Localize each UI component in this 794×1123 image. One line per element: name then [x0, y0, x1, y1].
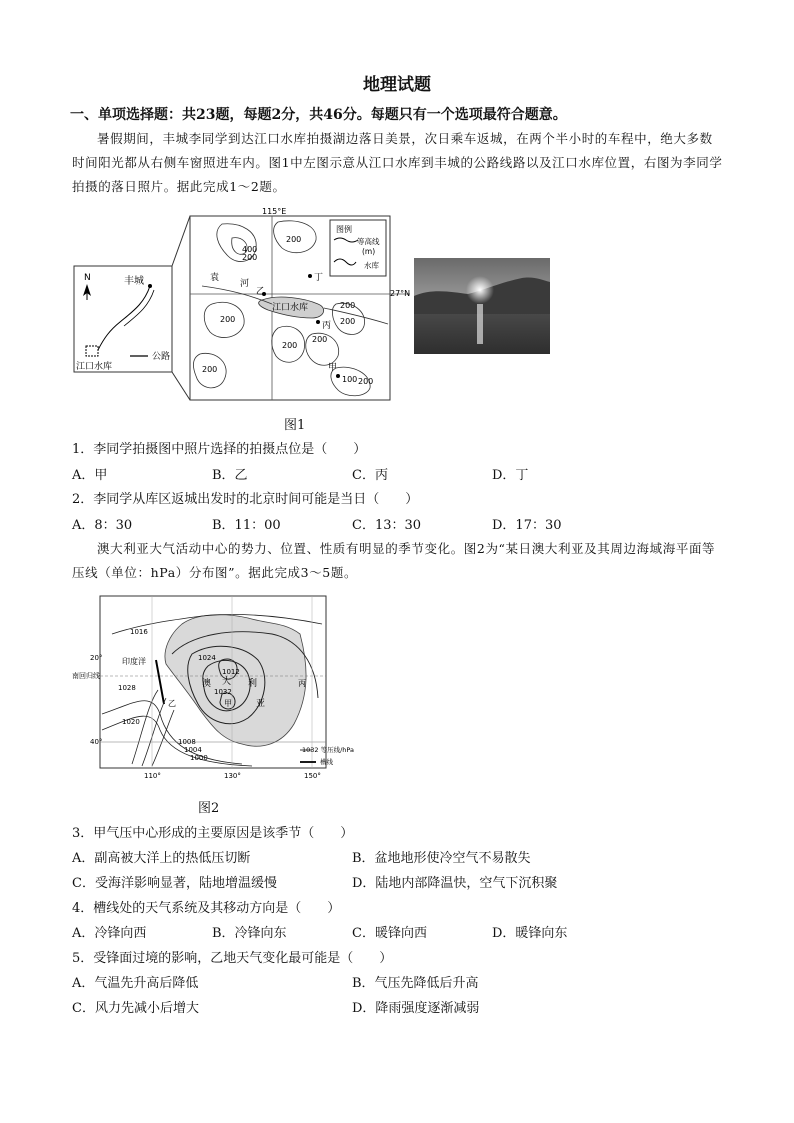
q1-option-b: B．乙: [212, 468, 248, 483]
latitude-label: 27°N: [390, 289, 411, 298]
contour-label: 100: [342, 375, 358, 384]
q2-option-c: C．13：30: [352, 518, 422, 533]
q4-option-d: D．暖锋向东: [492, 926, 568, 941]
figure-1-caption: 图1: [284, 418, 306, 433]
contour-label: 200: [202, 365, 218, 374]
q4-option-a: A．冷锋向西: [72, 926, 147, 941]
longitude-label: 115°E: [262, 207, 287, 216]
contour-label: 400: [242, 245, 258, 254]
longitude-label: 150°: [304, 772, 321, 780]
contour-label: 200: [340, 317, 356, 326]
contour-label: 200: [220, 315, 236, 324]
isobar-label: 1000: [190, 754, 208, 762]
point-jia: 甲: [224, 699, 232, 708]
tropic-label: 南回归线: [72, 672, 100, 680]
contour-label: 200: [340, 301, 356, 310]
river-label-2: 河: [240, 279, 250, 289]
question-1-stem: 1．李同学拍摄图中照片选择的拍摄点位是（ ）: [72, 442, 367, 457]
figure-2-caption: 图2: [198, 801, 220, 816]
legend-unit: (m): [362, 247, 376, 256]
continent-label: 利: [248, 679, 258, 689]
q5-option-b: B．气压先降低后升高: [352, 976, 479, 991]
q5-option-d: D．降雨强度逐渐减弱: [352, 1001, 480, 1016]
longitude-label: 110°: [144, 772, 161, 780]
figure-2: [72, 594, 355, 786]
continent-label: 澳: [202, 679, 212, 689]
isobar-label: 1028: [118, 684, 136, 692]
inset-reservoir-label: 江口水库: [76, 362, 113, 372]
intro-paragraph-1: 暑假期间，丰城李同学到达江口水库拍摄湖边落日美景，次日乘车返城，在两个半小时的车程中，绝大多数时间阳光都从右侧车窗照进车内。图1中左图示意从江口水库到丰城的公路线路以及江口水库位置，右图为李同学拍摄的落日照片。据此完成1～2题。: [72, 131, 723, 194]
latitude-label: 20°: [90, 654, 103, 662]
q3-option-a: A．副高被大洋上的热低压切断: [72, 851, 251, 866]
continent-label: 大: [222, 677, 232, 687]
legend-contour: 等高线: [357, 237, 380, 246]
north-label: N: [84, 273, 91, 283]
contour-label: 200: [242, 253, 258, 262]
q1-option-a: A．甲: [72, 468, 108, 483]
q3-option-c: C．受海洋影响显著，陆地增温缓慢: [72, 876, 277, 891]
latitude-label: 40°: [90, 738, 103, 746]
contour-label: 200: [358, 377, 374, 386]
river-label-1: 袁: [210, 273, 220, 283]
point-bing: 丙: [298, 679, 306, 688]
isobar-label: 1008: [178, 738, 196, 746]
q5-option-a: A．气温先升高后降低: [72, 976, 199, 991]
legend-water: 水库: [364, 261, 379, 270]
longitude-label: 130°: [224, 772, 241, 780]
q4-option-c: C．暖锋向西: [352, 926, 427, 941]
q3-option-d: D．陆地内部降温快，空气下沉积聚: [352, 876, 558, 891]
q1-option-c: C．丙: [352, 468, 388, 483]
q2-option-b: B．11：00: [212, 518, 281, 533]
question-2-stem: 2．李同学从库区返城出发时的北京时间可能是当日（ ）: [72, 492, 419, 507]
q1-option-d: D．丁: [492, 468, 529, 483]
question-3-stem: 3．甲气压中心形成的主要原因是该季节（ ）: [72, 826, 354, 841]
contour-label: 200: [312, 335, 328, 344]
point-yi: 乙: [256, 287, 266, 297]
q2-option-a: A．8：30: [72, 518, 133, 533]
legend-title: 图例: [336, 225, 352, 234]
ocean-label: 印度洋: [122, 657, 146, 666]
point-yi: 乙: [168, 699, 176, 708]
contour-label: 200: [282, 341, 298, 350]
sunset-photo: [414, 258, 550, 354]
figure-1: [72, 204, 552, 408]
point-jia: 甲: [328, 363, 338, 373]
inset-map: [74, 266, 172, 372]
isobar-label: 1012: [222, 668, 240, 676]
isobar-label: 1024: [198, 654, 216, 662]
q3-option-b: B．盆地地形使冷空气不易散失: [352, 851, 531, 866]
q5-option-c: C．风力先减小后增大: [72, 1001, 199, 1016]
point-bing: 丙: [322, 321, 332, 331]
legend-trough: 槽线: [320, 758, 333, 766]
continent-label: 亚: [256, 699, 266, 709]
contour-label: 200: [286, 235, 302, 244]
isobar-label: 1016: [130, 628, 148, 636]
isobar-label: 1004: [184, 746, 202, 754]
inset-city-label: 丰城: [124, 276, 144, 287]
point-ding: 丁: [314, 273, 324, 283]
q4-option-b: B．冷锋向东: [212, 926, 287, 941]
main-map: [190, 207, 410, 400]
intro-paragraph-2: 澳大利亚大气活动中心的势力、位置、性质有明显的季节变化。图2为“某日澳大利亚及其周边海域海平面等压线（单位：hPa）分布图”。据此完成3～5题。: [72, 541, 716, 580]
isobar-label: 1020: [122, 718, 140, 726]
q2-option-d: D．17：30: [492, 518, 562, 533]
inset-road-legend: 公路: [152, 352, 171, 362]
legend-isobar: 1032 等压线/hPa: [302, 746, 355, 754]
isobar-label: 1032: [214, 688, 232, 696]
page-title: 地理试题: [363, 75, 431, 95]
reservoir-label: 江口水库: [272, 303, 309, 313]
question-5-stem: 5．受锋面过境的影响，乙地天气变化最可能是（ ）: [72, 951, 393, 966]
section-heading: 一、单项选择题：共23题，每题2分，共46分。每题只有一个选项最符合题意。: [70, 107, 567, 123]
question-4-stem: 4．槽线处的天气系统及其移动方向是（ ）: [72, 901, 341, 916]
